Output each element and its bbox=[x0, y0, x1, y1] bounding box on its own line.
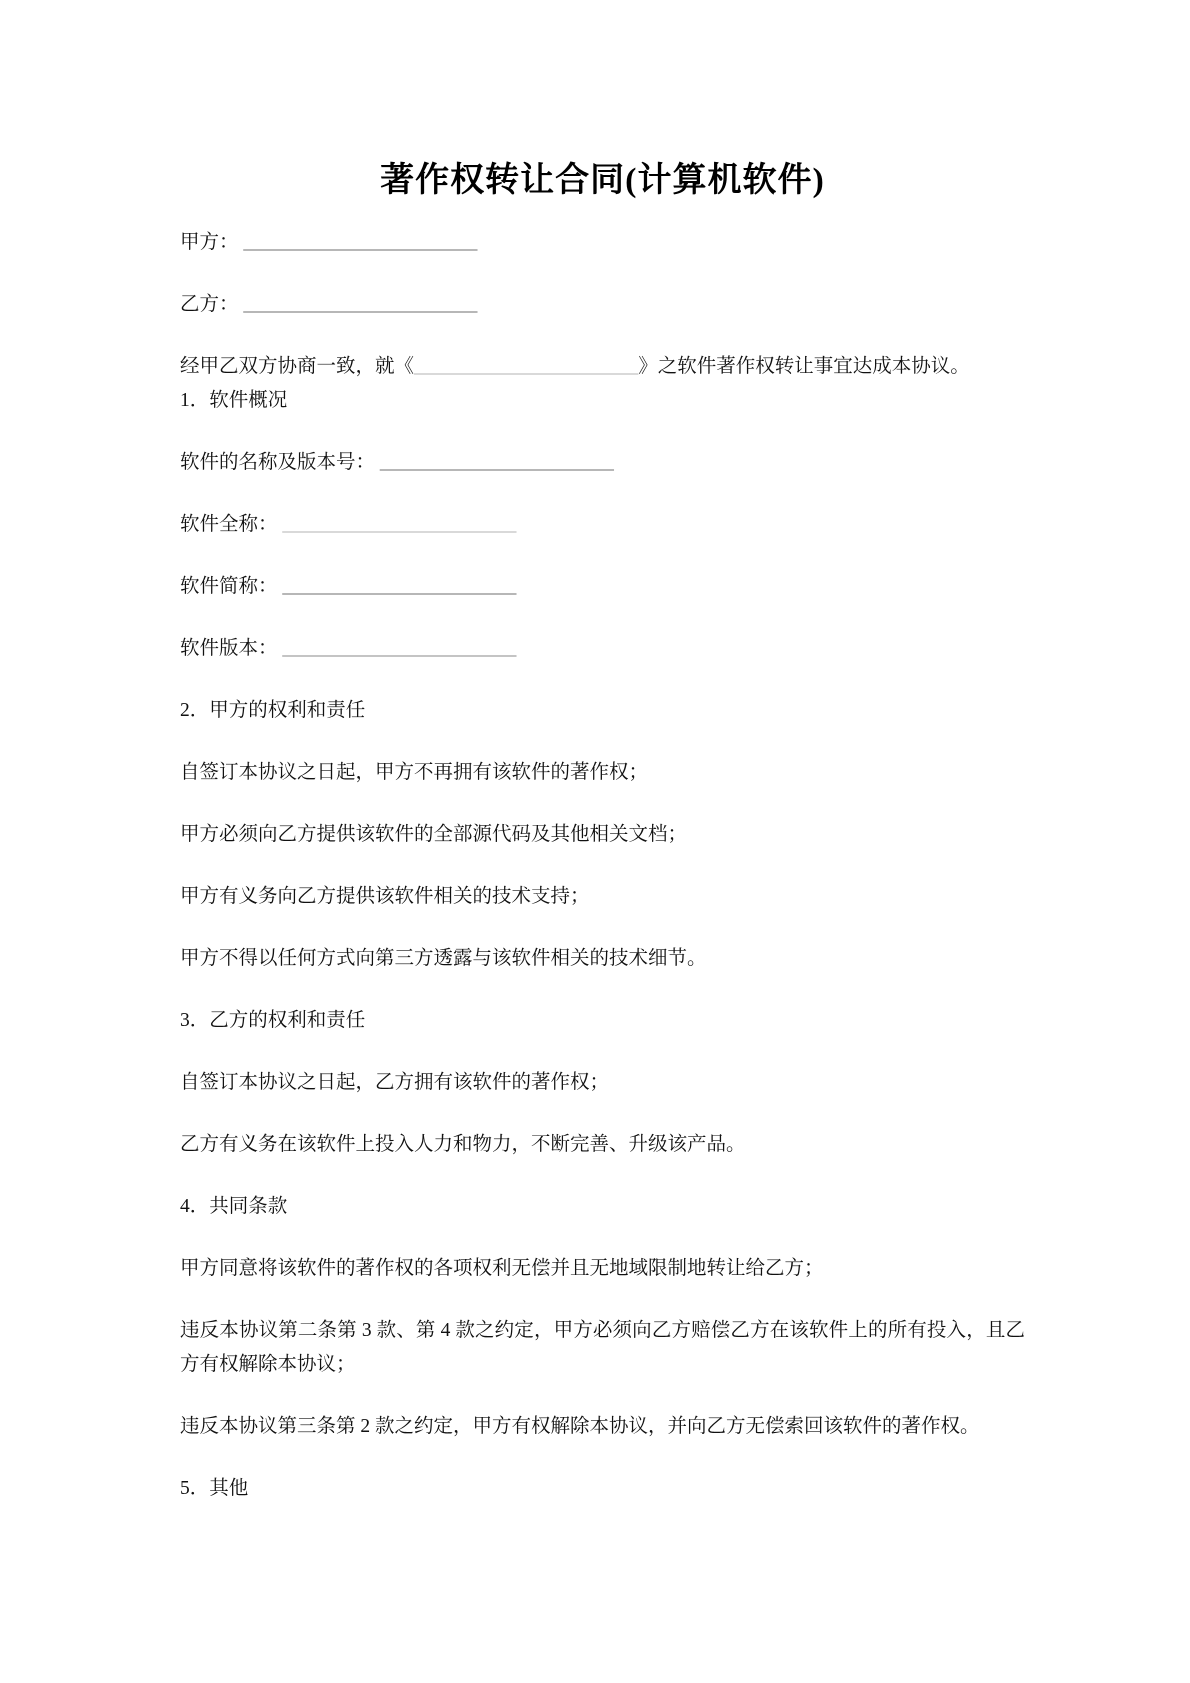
field-version-blank: ________________________ bbox=[282, 638, 517, 659]
paragraph: 自签订本协议之日起，乙方拥有该软件的著作权； bbox=[180, 1072, 610, 1093]
field-short-name-label: 软件简称： bbox=[180, 576, 278, 597]
paragraph: 甲方有义务向乙方提供该软件相关的技术支持； bbox=[180, 886, 590, 907]
field-name-version-line bbox=[180, 446, 1025, 480]
party-a-blank: ________________________ bbox=[243, 232, 478, 253]
intro-text-before: 经甲乙双方协商一致，就《 bbox=[180, 356, 415, 377]
paragraph: 甲方同意将该软件的著作权的各项权利无偿并且无地域限制地转让给乙方； bbox=[180, 1258, 824, 1279]
intro-paragraph bbox=[180, 350, 1025, 384]
document-title: 著作权转让合同(计算机软件) bbox=[380, 162, 825, 199]
paragraph: 甲方必须向乙方提供该软件的全部源代码及其他相关文档； bbox=[180, 824, 688, 845]
paragraph: 违反本协议第三条第 2 款之约定，甲方有权解除本协议，并向乙方无偿索回该软件的著作权。 bbox=[180, 1416, 980, 1437]
field-short-name-blank: ________________________ bbox=[282, 576, 517, 597]
intro-blank: _______________________ bbox=[414, 356, 639, 377]
party-b-label: 乙方： bbox=[180, 294, 239, 315]
section-1-heading: 1．软件概况 bbox=[180, 390, 288, 411]
section-3-heading: 3．乙方的权利和责任 bbox=[180, 1010, 366, 1031]
field-name-version-blank: ________________________ bbox=[379, 452, 614, 473]
section-5-heading: 5．其他 bbox=[180, 1478, 249, 1499]
field-version-line bbox=[180, 632, 1025, 666]
section-4-heading: 4．共同条款 bbox=[180, 1196, 288, 1217]
party-a-label: 甲方： bbox=[180, 232, 239, 253]
paragraph: 自签订本协议之日起，甲方不再拥有该软件的著作权； bbox=[180, 762, 649, 783]
section-2-heading: 2．甲方的权利和责任 bbox=[180, 700, 366, 721]
field-version-label: 软件版本： bbox=[180, 638, 278, 659]
paragraph: 甲方不得以任何方式向第三方透露与该软件相关的技术细节。 bbox=[180, 948, 707, 969]
paragraph: 乙方有义务在该软件上投入人力和物力，不断完善、升级该产品。 bbox=[180, 1134, 746, 1155]
field-short-name-line bbox=[180, 570, 1025, 604]
party-a-line bbox=[180, 226, 1025, 260]
field-full-name-line bbox=[180, 508, 1025, 542]
field-full-name-blank: ________________________ bbox=[282, 514, 517, 535]
party-b-line bbox=[180, 288, 1025, 322]
party-b-blank: ________________________ bbox=[243, 294, 478, 315]
intro-text-after: 》之软件著作权转让事宜达成本协议。 bbox=[638, 356, 970, 377]
paragraph: 违反本协议第二条第 3 款、第 4 款之约定，甲方必须向乙方赔偿乙方在该软件上的所有投入，且乙方有权解除本协议； bbox=[180, 1320, 1025, 1375]
field-name-version-label: 软件的名称及版本号： bbox=[180, 452, 376, 473]
field-full-name-label: 软件全称： bbox=[180, 514, 278, 535]
